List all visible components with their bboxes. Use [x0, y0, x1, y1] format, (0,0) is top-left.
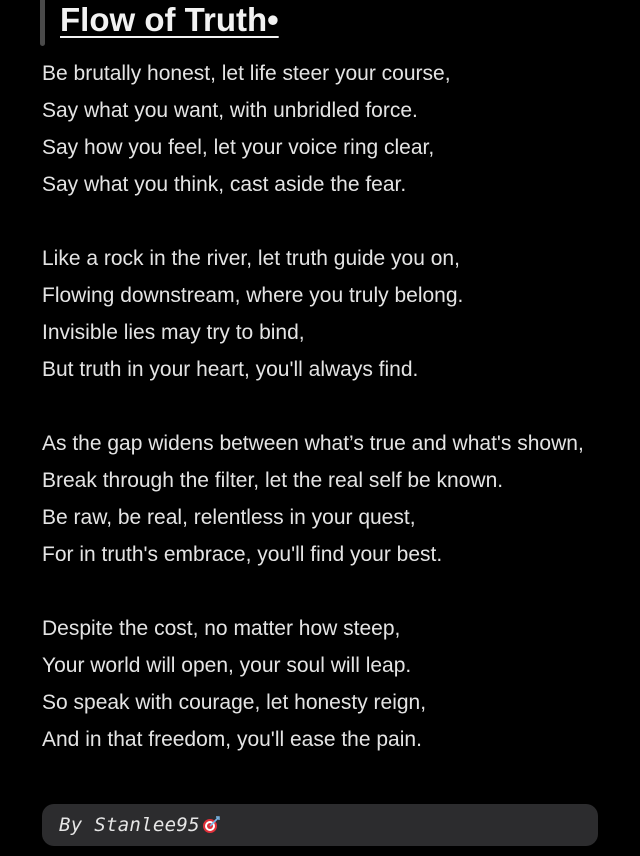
poem-body [42, 55, 622, 795]
poem-line: Invisible lies may try to bind, [42, 321, 305, 344]
poem-line: So speak with courage, let honesty reign, [42, 691, 427, 714]
target-dart-icon [202, 816, 220, 834]
byline-text: By Stanlee95 [59, 814, 200, 836]
stanza-1 [42, 55, 622, 203]
poem-line: Be raw, be real, relentless in your quest, [42, 506, 416, 529]
stanza-4 [42, 610, 622, 758]
poem-line: Say what you want, with unbridled force. [42, 99, 418, 122]
stanza-2 [42, 240, 622, 388]
poem-line: Despite the cost, no matter how steep, [42, 617, 401, 640]
author-byline [42, 804, 598, 846]
poem-line: Be brutally honest, let life steer your course, [42, 62, 451, 85]
stanza-3 [42, 425, 622, 573]
poem-line: As the gap widens between what’s true and what's shown, [42, 432, 584, 455]
poem-line: And in that freedom, you'll ease the pain. [42, 728, 422, 751]
poem-title: Flow of Truth• [60, 1, 279, 38]
poem-line: Break through the filter, let the real self be known. [42, 469, 504, 492]
poem-line: For in truth's embrace, you'll find your best. [42, 543, 443, 566]
title-accent-bar [40, 0, 45, 46]
poem-line: Like a rock in the river, let truth guide you on, [42, 247, 460, 270]
poem-line: Say how you feel, let your voice ring clear, [42, 136, 435, 159]
poem-line: Say what you think, cast aside the fear. [42, 173, 407, 196]
poem-line: Flowing downstream, where you truly belong. [42, 284, 464, 307]
poem-line: Your world will open, your soul will leap. [42, 654, 412, 677]
poem-line: But truth in your heart, you'll always find. [42, 358, 419, 381]
